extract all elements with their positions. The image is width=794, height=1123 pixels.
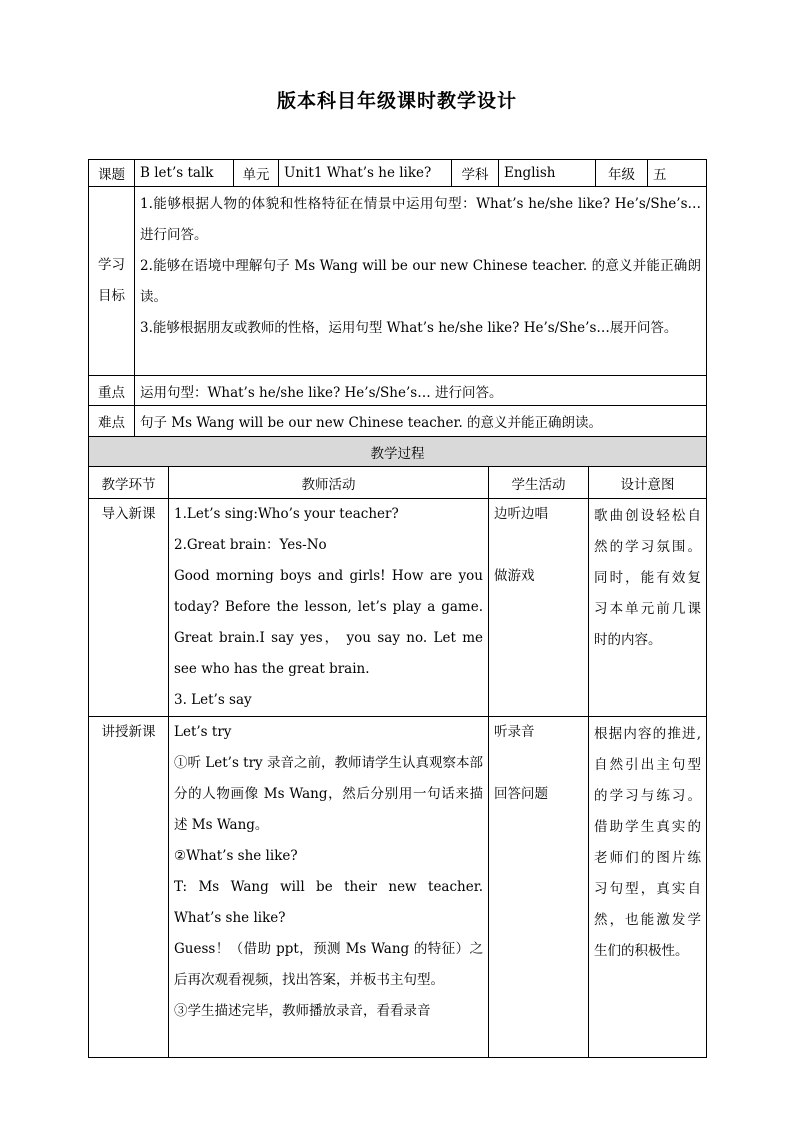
student-activity-cell xyxy=(489,717,589,1058)
grade-value: 五 xyxy=(648,160,707,187)
objective-item: 2.能够在语境中理解句子 Ms Wang will be our new Chinese teacher. 的意义并能正确朗读。 xyxy=(140,258,701,305)
header-stage: 教学环节 xyxy=(89,467,169,499)
teacher-line: ②What’s she like? xyxy=(174,848,298,864)
objectives-content xyxy=(135,187,707,376)
teacher-activity-cell xyxy=(169,499,489,717)
objectives-row xyxy=(89,187,707,376)
topic-label: 课题 xyxy=(89,160,135,187)
student-line: 做游戏 xyxy=(494,568,535,584)
teacher-line: Let’s try xyxy=(174,724,232,740)
difficulty-label: 难点 xyxy=(89,406,135,437)
lesson-info-table xyxy=(88,159,707,437)
process-row-intro xyxy=(89,499,707,717)
process-band-label: 教学过程 xyxy=(89,437,707,467)
info-row xyxy=(89,160,707,187)
objective-item: 3.能够根据朋友或教师的性格，运用句型 What’s he/she like? He’s/She’s…展开问答。 xyxy=(140,320,678,336)
student-activity-cell xyxy=(489,499,589,717)
subject-value: English xyxy=(499,160,596,187)
objectives-label-line2: 目标 xyxy=(98,288,125,304)
teacher-line: 3. Let’s say xyxy=(174,692,252,708)
teacher-line: T: Ms Wang will be their new teacher. What’s she like? xyxy=(174,879,483,926)
header-student-activity: 学生活动 xyxy=(489,467,589,499)
subject-label: 学科 xyxy=(452,160,499,187)
teacher-activity-cell xyxy=(169,717,489,1058)
header-teacher-activity: 教师活动 xyxy=(169,467,489,499)
design-intent-cell: 根据内容的推进,自然引出主句型的学习与练习。借助学生真实的老师们的图片练习句型，真实自然，也能激发学生们的积极性。 xyxy=(589,717,707,1058)
key-point-label: 重点 xyxy=(89,376,135,406)
teacher-line: Guess！（借助 ppt，预测 Ms Wang 的特征）之后再次观看视频，找出答案，并板书主句型。 xyxy=(174,941,483,988)
teacher-line: ①听 Let’s try 录音之前，教师请学生认真观察本部分的人物画像 Ms Wang，然后分别用一句话来描述 Ms Wang。 xyxy=(174,755,483,833)
design-intent-cell: 歌曲创设轻松自然的学习氛围。同时，能有效复习本单元前几课时的内容。 xyxy=(589,499,707,717)
key-point-row xyxy=(89,376,707,406)
teacher-line: ③学生描述完毕，教师播放录音，看看录音 xyxy=(174,1003,431,1019)
student-line: 回答问题 xyxy=(494,786,548,802)
process-header-row xyxy=(89,467,707,499)
difficulty-row xyxy=(89,406,707,437)
teacher-line: Good morning boys and girls! How are you today? Before the lesson, let’s play a game. Great brain.I say yes， you say no. Let me see who has the great brain. xyxy=(174,568,483,677)
difficulty-value: 句子 Ms Wang will be our new Chinese teacher. 的意义并能正确朗读。 xyxy=(135,406,707,437)
unit-value: Unit1 What’s he like? xyxy=(279,160,452,187)
header-design-intent: 设计意图 xyxy=(589,467,707,499)
unit-label: 单元 xyxy=(234,160,279,187)
grade-label: 年级 xyxy=(596,160,648,187)
objectives-label xyxy=(89,187,135,376)
stage-cell: 导入新课 xyxy=(89,499,169,717)
teaching-process-table xyxy=(88,436,707,1058)
objectives-label-line1: 学习 xyxy=(98,257,125,273)
process-band-row xyxy=(89,437,707,467)
key-point-value: 运用句型：What’s he/she like? He’s/She’s… 进行问答。 xyxy=(135,376,707,406)
teacher-line: 2.Great brain：Yes-No xyxy=(174,537,327,553)
student-line: 听录音 xyxy=(494,724,535,740)
topic-value: B let’s talk xyxy=(135,160,234,187)
page-title: 版本科目年级课时教学设计 xyxy=(276,90,517,112)
teacher-line: 1.Let’s sing:Who’s your teacher? xyxy=(174,506,399,522)
process-row-new-lesson xyxy=(89,717,707,1058)
objective-item: 1.能够根据人物的体貌和性格特征在情景中运用句型：What’s he/she like? He’s/She’s… 进行问答。 xyxy=(140,196,701,243)
student-line: 边听边唱 xyxy=(494,506,548,522)
stage-cell: 讲授新课 xyxy=(89,717,169,1058)
